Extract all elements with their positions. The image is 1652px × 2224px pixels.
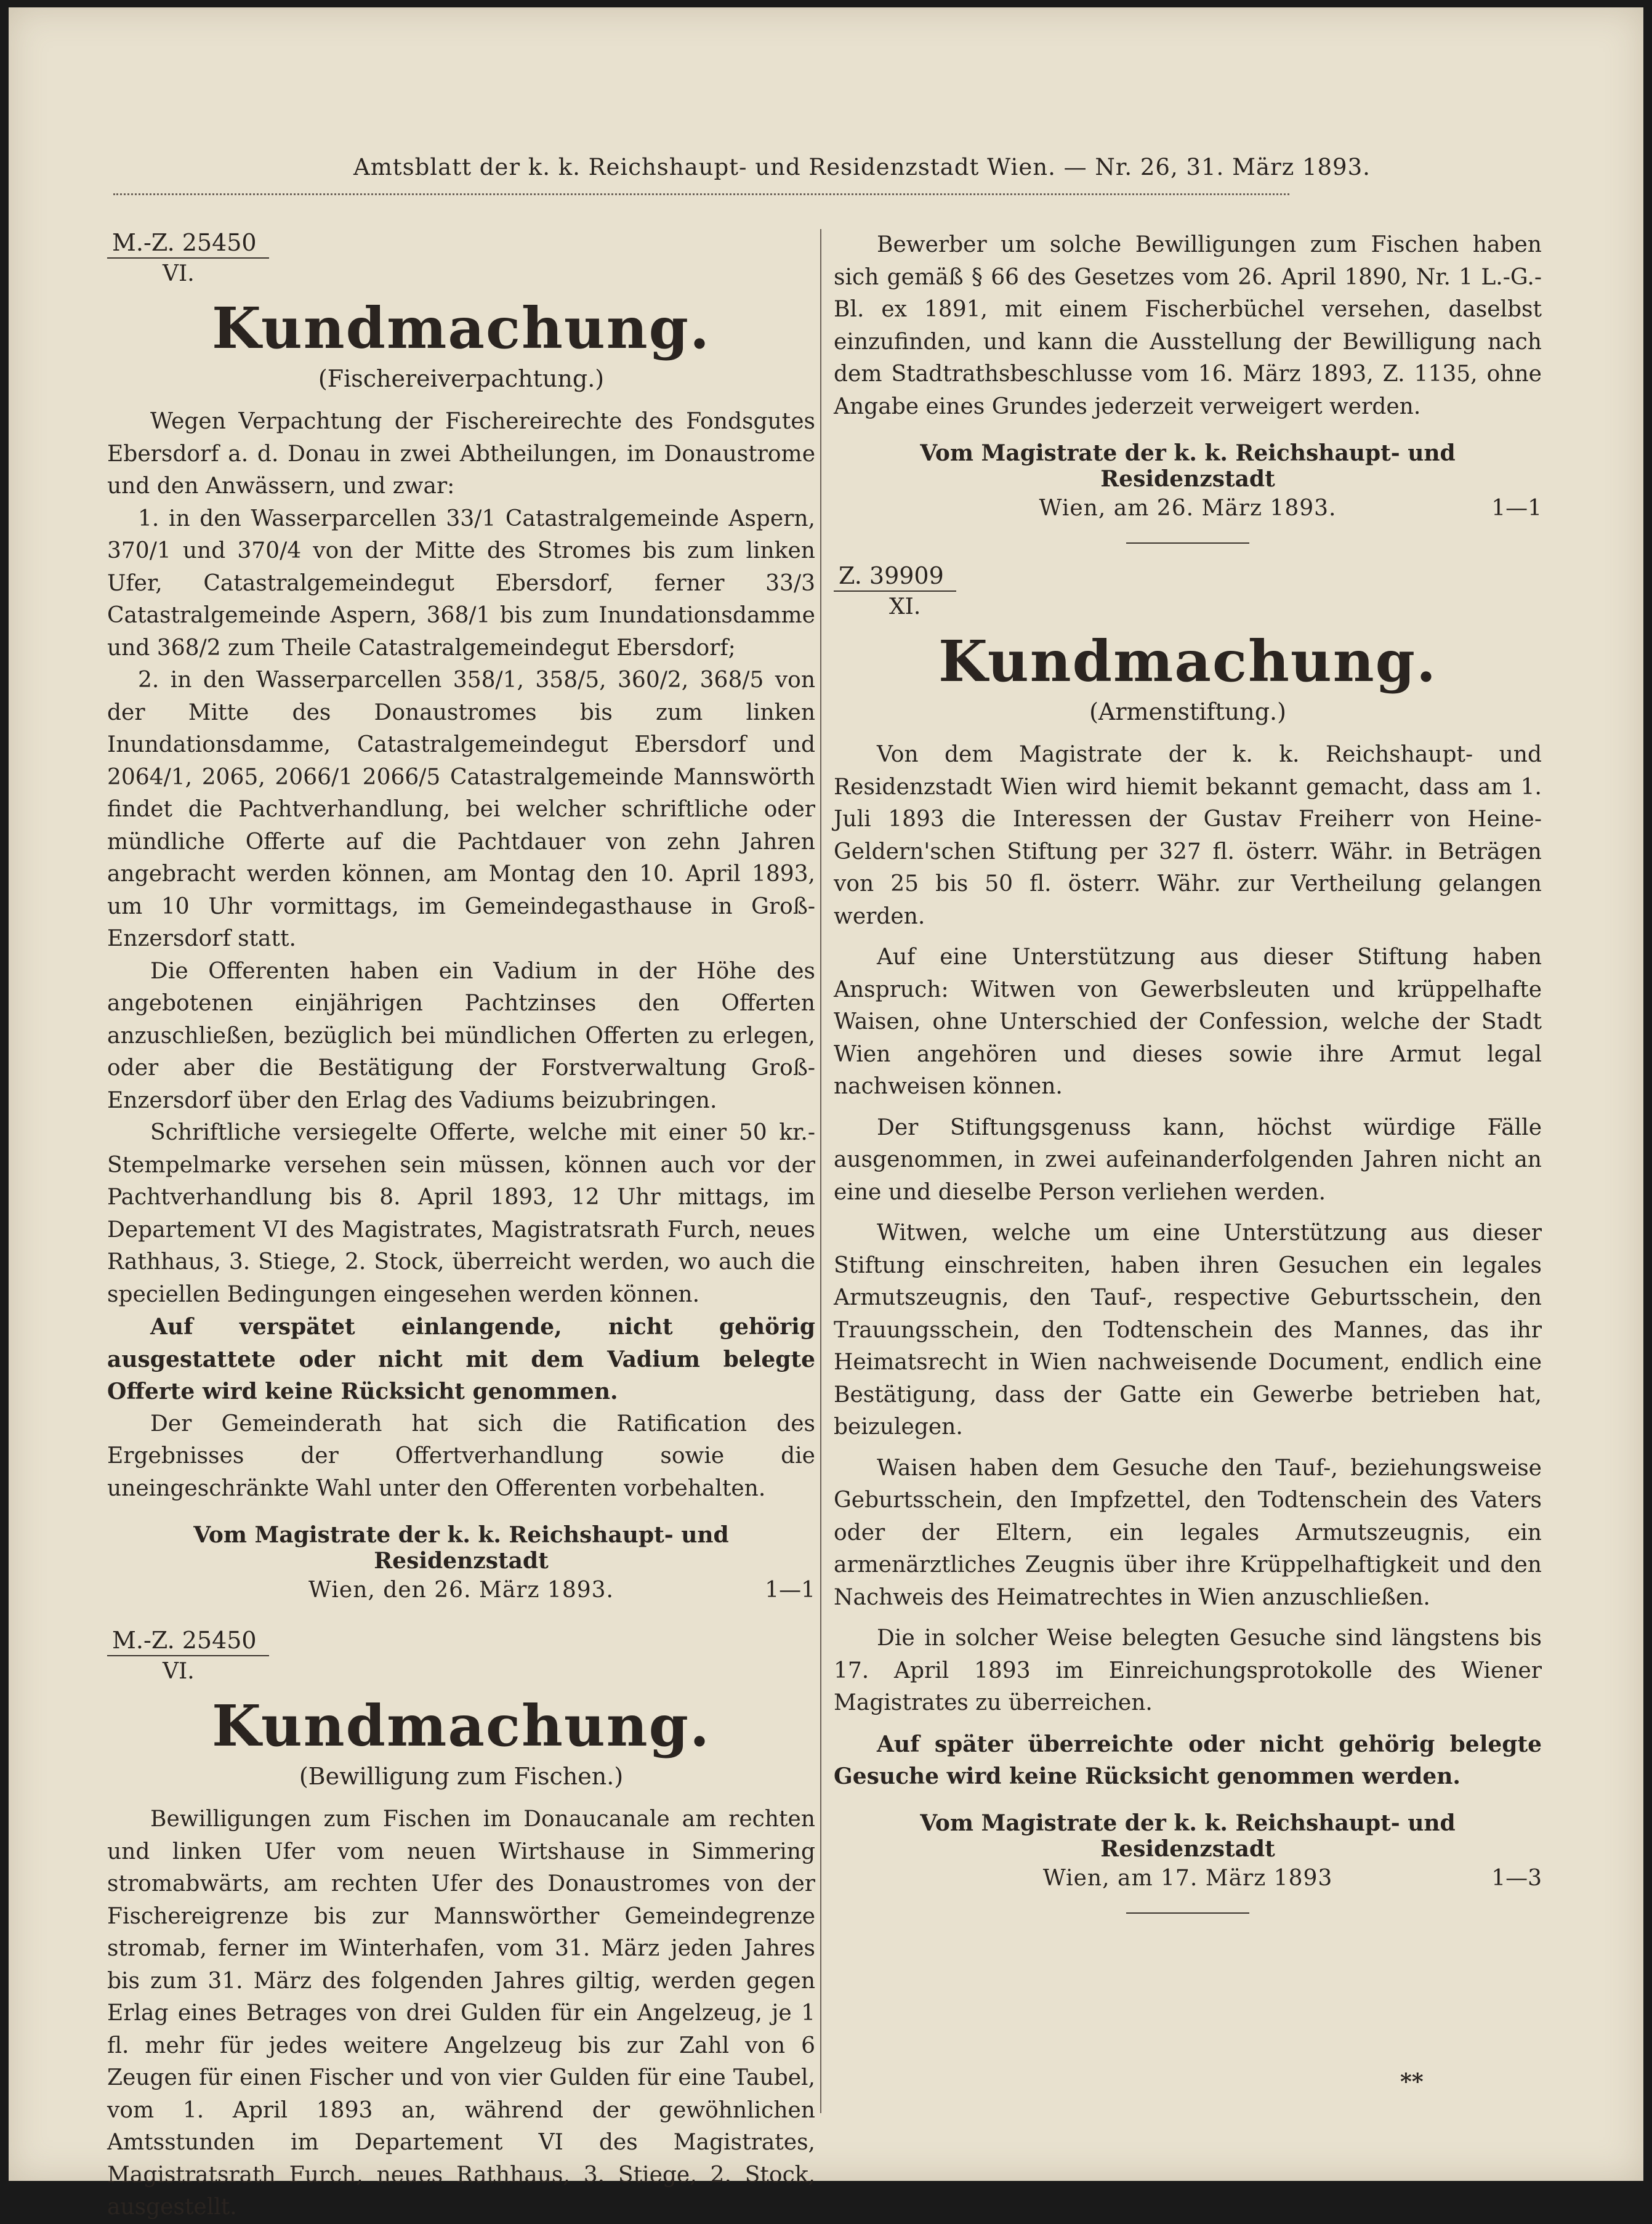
notice1-ref-number: M.-Z. 25450 [107,229,269,259]
notice3-title: Kundmachung. [938,628,1438,695]
notice3-place-date: Wien, am 17. März 1893 [1042,1865,1333,1891]
left-column [107,229,815,2224]
notice2-subtitle: (Bewilligung zum Fischen.) [299,1763,624,1790]
notice3-paragraph-frequency: Der Stiftungsgenuss kann, höchst würdige Fälle ausgenommen, in zwei aufeinanderfolgenden Jahren nicht an eine und dieselbe Person verliehen werden. [834,1114,1542,1205]
notice1-paragraph-ratification: Der Gemeinderath hat sich die Ratification des Ergebnisses der Offertverhandlung sowie die uneingeschränkte Wahl unter den Offerenten vorbehalten. [107,1411,815,1501]
notice1-title: Kundmachung. [211,295,711,361]
notice1-paragraph-item1: 1. in den Wasserparcellen 33/1 Catastralgemeinde Aspern, 370/1 und 370/4 von der Mitte des Stromes bis zum linken Ufer, Catastralgemeindegut Ebersdorf, ferner 33/3 Catastralgemeinde Aspern, 368/1 bis zum Inundationsdamme und 368/2 zum Theile Catastralgemeindegut Ebersdorf; [107,506,815,661]
page-header: Amtsblatt der k. k. Reichshaupt- und Residenzstadt Wien. — Nr. 26, 31. März 1893. [353,154,1371,180]
notice3-ref [834,562,1542,592]
notice2-ref-number: M.-Z. 25450 [107,1627,269,1656]
notice1-subtitle: (Fischereiverpachtung.) [318,365,605,392]
notice2-number: 1—1 [1491,496,1542,521]
right-column [834,229,1542,1932]
notice2-department: VI. [163,1659,195,1684]
notice2-paragraph-permits: Bewilligungen zum Fischen im Donaucanale am rechten und linken Ufer vom neuen Wirtshause in Simmering stromabwärts, am rechten Ufer des Donaustromes von der Fischereigrenze bis zur Mannswörther Gemeindegrenze stromab, ferner im Winterhafen, vom 31. März jeden Jahres bis zum 31. März des folgenden Jahres giltig, werden gegen Erlag eines Betrages von drei Gulden für ein Angelzeug, je 1 fl. mehr für jedes weitere Angelzeug bis zur Zahl von 6 Zeugen für einen Fischer und von vier Gulden für eine Taubel, vom 1. April 1893 an, während der gewöhnlichen Amtsstunden im Departement VI des Magistrates, Magistratsrath Furch, neues Rathhaus, 3. Stiege, 2. Stock, ausgestellt. [107,1807,815,2220]
header-rule [113,190,1289,195]
notice1-department: VI. [163,261,195,286]
notice3-paragraph-deadline: Die in solcher Weise belegten Gesuche sind längstens bis 17. April 1893 im Einreichungsprotokolle des Wiener Magistrates zu überreichen. [834,1626,1542,1715]
notice1-paragraph-item2: 2. in den Wasserparcellen 358/1, 358/5, 360/2, 368/5 von der Mitte des Donaustromes bis zum linken Inundationsdamme, Catastralgemeindegut Ebersdorf und 2064/1, 2065, 2066/1 2066/5 Catastralgemeinde Mannswörth findet die Pachtverhandlung, bei welcher schriftliche oder mündliche Offerte auf die Pachtdauer von zehn Jahren angebracht werden können, am Montag den 10. April 1893, um 10 Uhr vormittags, im Gemeindegasthause in Groß-Enzersdorf statt. [107,667,815,951]
notice3-place-line [834,1866,1542,1900]
notice3-department: XI. [889,594,921,619]
end-separator [1126,1912,1249,1914]
newspaper-page [9,7,1643,2220]
notice2-place-date: Wien, am 26. März 1893. [1039,496,1337,521]
notice3-ref-number: Z. 39909 [834,562,956,592]
notice1-paragraph-vadium: Die Offerenten haben ein Vadium in der Höhe des angebotenen einjährigen Pachtzinses den Offerten anzuschließen, bezüglich bei mündlichen Offerten zu erlegen, oder aber die Bestätigung der Forstverwaltung Groß-Enzersdorf über den Erlag des Vadiums beizubringen. [107,958,815,1113]
notice3-paragraph-late-applications: Auf später überreichte oder nicht gehörig belegte Gesuche wird keine Rücksicht genommen werden. [834,1731,1542,1789]
notice3-paragraph-orphans: Waisen haben dem Gesuche den Tauf-, beziehungsweise Geburtsschein, den Impfzettel, den Todtenschein des Vaters oder der Eltern, ein legales Armutszeugnis, ein armenärztliches Zeugnis über ihre Krüppelhaftigkeit und den Nachweis des Heimatrechtes in Wien anzuschließen. [834,1455,1542,1610]
notice3-subtitle: (Armenstiftung.) [1089,698,1286,725]
notice2-ref [107,1627,815,1656]
section-separator [1126,542,1249,544]
notice1-paragraph-written-offers: Schriftliche versiegelte Offerte, welche mit einer 50 kr.-Stempelmarke versehen sein müssen, können auch vor der Pachtverhandlung bis 8. April 1893, 12 Uhr mittags, im Departement VI des Magistrates, Magistratsrath Furch, neues Rathhaus, 3. Stiege, 2. Stock, überreicht werden, wo auch die speciellen Bedingungen eingesehen werden können. [107,1120,815,1307]
notice1-signature: Vom Magistrate der k. k. Reichshaupt- und Residenzstadt [193,1522,729,1574]
notice1-place-line [107,1577,815,1612]
notice3-paragraph-eligibility: Auf eine Unterstützung aus dieser Stiftung haben Anspruch: Witwen von Gewerbsleuten und krüppelhafte Waisen, ohne Unterschied der Confession, welche der Stadt Wien angehören und dieses sowie ihre Armut legal nachweisen können. [834,945,1542,1099]
notice2-title: Kundmachung. [211,1693,711,1759]
column-divider [820,229,821,2113]
notice2-paragraph-applicants: Bewerber um solche Bewilligungen zum Fischen haben sich gemäß § 66 des Gesetzes vom 26. April 1890, Nr. 1 L.-G.-Bl. ex 1891, mit einem Fischerbüchel versehen, daselbst einzufinden, und kann die Ausstellung der Bewilligung nach dem Stadtrathsbeschlusse vom 16. März 1893, Z. 1135, ohne Angabe eines Grundes jederzeit verweigert werden. [834,232,1542,419]
notice1-place-date: Wien, den 26. März 1893. [308,1577,614,1603]
notice1-paragraph-intro: Wegen Verpachtung der Fischereirechte des Fondsgutes Ebersdorf a. d. Donau in zwei Abtheilungen, im Donaustrome und den Anwässern, und zwar: [107,409,815,499]
notice1-number: 1—1 [765,1577,815,1603]
notice3-paragraph-announcement: Von dem Magistrate der k. k. Reichshaupt- und Residenzstadt Wien wird hiemit bekannt gemacht, dass am 1. Juli 1893 die Interessen der Gustav Freiherr von Heine-Geldern'schen Stiftung per 327 fl. österr. Währ. in Beträgen von 25 bis 50 fl. österr. Währ. zur Vertheilung gelangen werden. [834,742,1542,929]
notice3-number: 1—3 [1491,1865,1542,1891]
notice3-signature: Vom Magistrate der k. k. Reichshaupt- und Residenzstadt [920,1810,1456,1862]
end-stars: ** [1400,2069,1424,2095]
notice2-signature: Vom Magistrate der k. k. Reichshaupt- und Residenzstadt [920,440,1456,492]
notice1-paragraph-late-offers: Auf verspätet einlangende, nicht gehörig ausgestattete oder nicht mit dem Vadium belegte Offerte wird keine Rücksicht genommen. [107,1314,815,1404]
notice1-ref [107,229,815,259]
notice3-paragraph-widows: Witwen, welche um eine Unterstützung aus dieser Stiftung einschreiten, haben ihren Gesuchen ein legales Armutszeugnis, den Tauf-, respective Geburtsschein, den Trauungsschein, den Todtenschein des Mannes, das ihr Heimatsrecht in Wien nachweisende Document, endlich eine Bestätigung, dass der Gatte ein Gewerbe betrieben hat, beizulegen. [834,1220,1542,1440]
notice2-place-line [834,496,1542,530]
